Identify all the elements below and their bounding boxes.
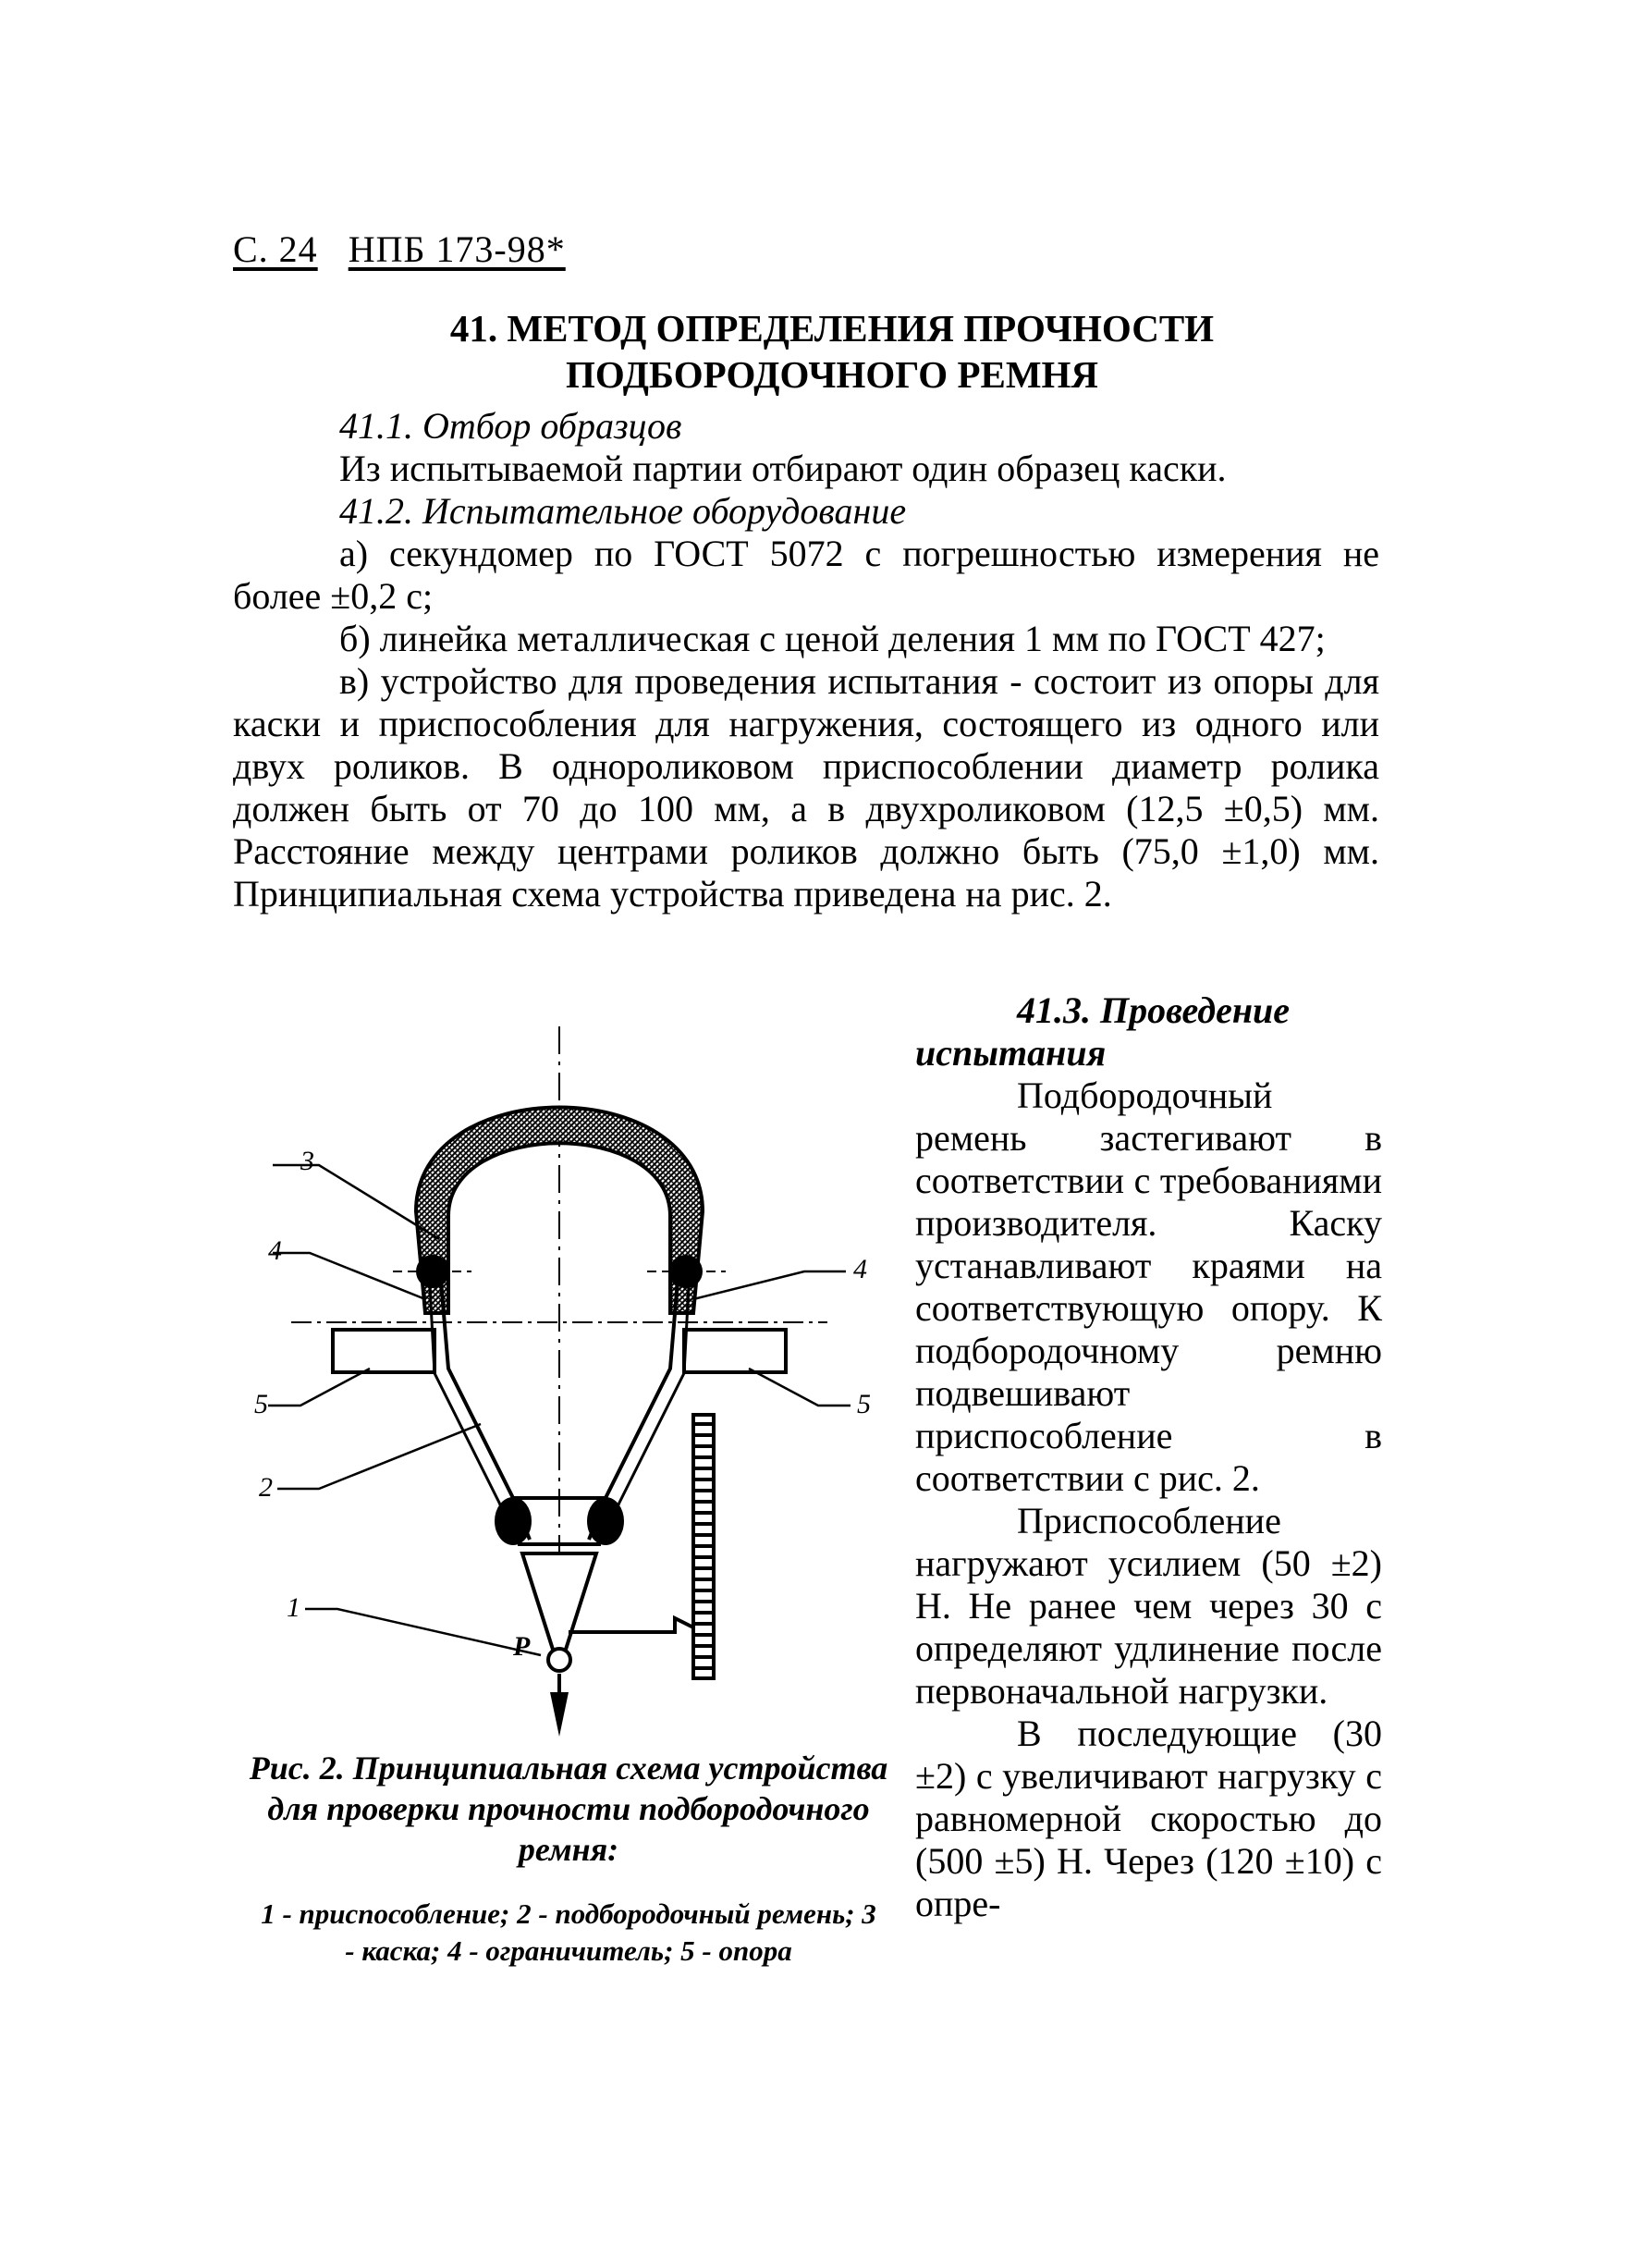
figure-caption: Рис. 2. Принципиальная схема устройства для проверки прочности подбородочного ремня: <box>249 1750 888 1868</box>
ruler <box>693 1415 714 1678</box>
roller-left <box>495 1497 532 1545</box>
label-4-right: 4 <box>853 1254 867 1284</box>
label-1: 1 <box>287 1592 300 1623</box>
item-a: а) секундомер по ГОСТ 5072 с погрешностью измерения не более ±0,2 с; <box>233 533 1379 617</box>
title-line-2: ПОДБОРОДОЧНОГО РЕМНЯ <box>565 353 1099 396</box>
roller-right <box>587 1497 624 1545</box>
main-text-block <box>233 405 1379 915</box>
label-p: P <box>513 1631 531 1662</box>
load-arrow <box>550 1692 569 1737</box>
text-41-1: Из испытываемой партии отбирают один образец каски. <box>339 448 1227 489</box>
item-b: б) линейка металлическая с ценой деления 1 мм по ГОСТ 427; <box>339 618 1326 659</box>
page-header <box>233 227 566 271</box>
title-line-1: 41. МЕТОД ОПРЕДЕЛЕНИЯ ПРОЧНОСТИ <box>449 307 1215 350</box>
label-5-right: 5 <box>857 1389 871 1419</box>
item-c: в) устройство для проведения испытания - состоит из опоры для каски и приспособления для нагружения, состоящего из одного или двух роликов. В однороликовом приспособлении диаметр ролика должен быть от 70 до 100 мм, а в двухроликовом (12,5 ±0,5) мм. Расстояние между центрами роликов должно быть (75,0 ±1,0) мм. Принципиальная схема устройства приведена на рис. 2. <box>233 660 1379 915</box>
paragraph-41-3-3: В последующие (30 ±2) с увеличивают нагрузку с равномерной скоростью до (500 ±5) Н. Через (120 ±10) с опре- <box>915 1713 1382 1924</box>
figure-legend: 1 - приспособление; 2 - подбородочный ремень; 3 - каска; 4 - ограничитель; 5 - опора <box>261 1897 876 1967</box>
label-4-left: 4 <box>268 1235 282 1266</box>
support-left <box>333 1330 434 1372</box>
loading-fixture <box>522 1553 596 1655</box>
heading-41-3: 41.3. Проведение испытания <box>915 989 1291 1074</box>
support-right <box>684 1330 786 1372</box>
heading-41-1: 41.1. Отбор образцов <box>339 405 682 447</box>
paragraph-41-3-2: Приспособление нагружают усилием (50 ±2) Н. Не ранее чем через 30 с определяют удлинение после первоначальной нагрузки. <box>915 1500 1382 1712</box>
heading-41-2: 41.2. Испытательное оборудование <box>339 490 907 532</box>
label-5-left: 5 <box>254 1389 268 1419</box>
label-2: 2 <box>259 1472 273 1503</box>
device-schematic-figure <box>236 1017 901 1738</box>
pointer <box>569 1618 703 1632</box>
section-41-3 <box>915 989 1382 1925</box>
section-title <box>277 305 1387 398</box>
page-number: С. 24 <box>233 228 318 270</box>
paragraph-41-3-1: Подбородочный ремень застегивают в соответствии с требованиями производителя. Каску устанавливают краями на соответствующую опору. К подбородочному ремню подвешивают приспособление в соответствии с рис. 2. <box>915 1074 1382 1499</box>
document-code: НПБ 173-98* <box>348 228 566 270</box>
label-3: 3 <box>300 1146 314 1176</box>
